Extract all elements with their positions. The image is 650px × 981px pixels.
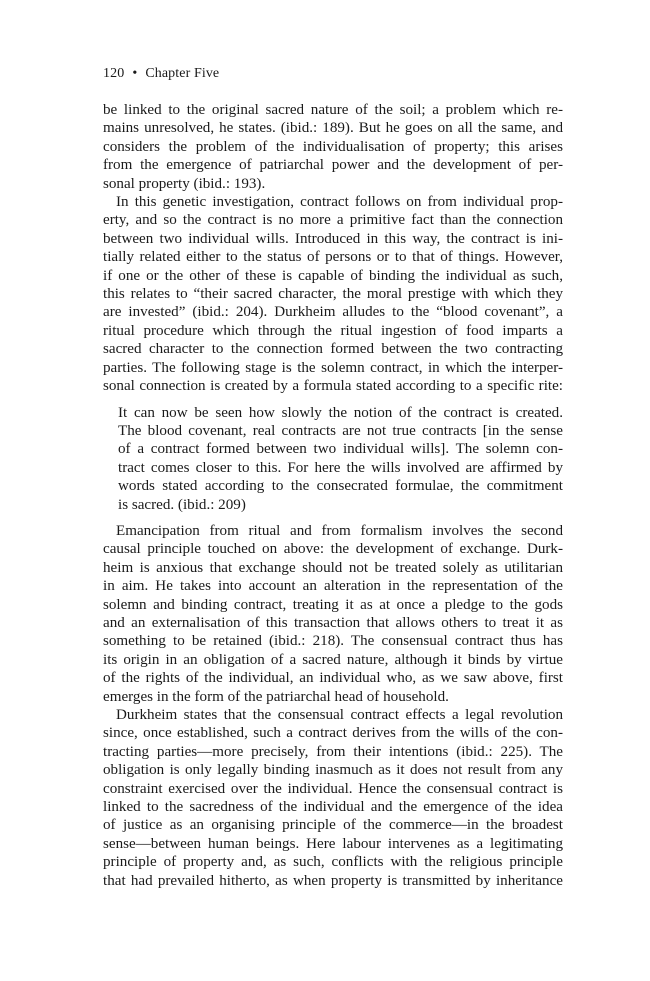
quote-line: words stated according to the consecrated formulae, the commitment — [118, 478, 563, 495]
text-line: sonal property (ibid.: 193). — [103, 175, 266, 192]
text-line: sacred character to the connection formed between the two contracting — [103, 341, 563, 358]
text-line: tracting parties—more precisely, from their intentions (ibid.: 225). The — [103, 743, 563, 760]
text-line: between two individual wills. Introduced in this way, the contract is ini- — [103, 230, 563, 247]
text-line: parties. The following stage is the solemn contract, in which the interper- — [103, 359, 563, 376]
quote-line: The blood covenant, real contracts are not true contracts [in the sense — [118, 422, 563, 439]
text-line: sense—between human beings. Here labour intervenes as a legitimating — [103, 835, 563, 852]
text-line: causal principle touched on above: the development of exchange. Durk- — [103, 541, 563, 558]
quote-line: is sacred. (ibid.: 209) — [118, 496, 246, 513]
text-line: solemn and binding contract, treating it as at once a pledge to the gods — [103, 596, 563, 613]
text-line: Durkheim states that the consensual contract effects a legal revolution — [116, 707, 563, 723]
text-line: in aim. He takes into account an alteration in the representation of the — [103, 578, 563, 595]
body-text — [103, 101, 563, 890]
text-line: its origin in an obligation of a sacred nature, although it binds by virtue — [103, 651, 563, 668]
paragraph-4-cont — [103, 724, 563, 890]
paragraph-3-cont — [103, 540, 563, 706]
text-line: erty, and so the contract is no more a primitive fact than the connection — [103, 212, 563, 229]
quote-line: of a contract formed between two individual wills]. The solemn con- — [118, 441, 563, 458]
text-line: sonal connection is created by a formula stated according to a specific rite: — [103, 378, 563, 395]
block-quote — [118, 404, 563, 514]
text-line: this relates to “their sacred character, the moral prestige with which they — [103, 286, 563, 303]
text-line: emerges in the form of the patriarchal head of household. — [103, 688, 449, 705]
separator-bullet: • — [132, 66, 138, 81]
text-line: heim is anxious that exchange should not be treated solely as utilitarian — [103, 559, 563, 576]
text-line: principle of property and, as such, conflicts with the religious principle — [103, 854, 563, 871]
text-line: that had prevailed hitherto, as when property is transmitted by inheritance — [103, 872, 563, 889]
text-line: obligation is only legally binding inasmuch as it does not result from any — [103, 762, 563, 779]
paragraph-1 — [103, 101, 563, 193]
chapter-title: Chapter Five — [145, 66, 220, 81]
text-line: if one or the other of these is capable of binding the individual as such, — [103, 267, 563, 284]
paragraph-2 — [103, 193, 563, 211]
quote-line: tract comes closer to this. For here the wills involved are affirmed by — [118, 459, 563, 476]
paragraph-2-cont — [103, 211, 563, 395]
text-line: are invested” (ibid.: 204). Durkheim alludes to the “blood covenant”, a — [103, 304, 563, 321]
quote-line: It can now be seen how slowly the notion of the contract is created. — [118, 404, 563, 421]
text-line: since, once established, such a contract derives from the wills of the con- — [103, 725, 563, 742]
text-line: of the rights of the individual, an individual who, as we saw above, first — [103, 670, 563, 687]
text-line: of justice as an organising principle of the commerce—in the broadest — [103, 817, 563, 834]
paragraph-4 — [103, 706, 563, 724]
text-line: tially related either to the status of persons or to that of things. However, — [103, 249, 563, 266]
running-head — [103, 66, 219, 82]
page-number: 120 — [103, 66, 125, 81]
text-line: considers the problem of the individualisation of property; this arises — [103, 138, 563, 155]
text-line: and an externalisation of this transaction that allows others to treat it as — [103, 614, 563, 631]
text-line: something to be retained (ibid.: 218). The consensual contract thus has — [103, 633, 563, 650]
text-line: constraint exercised over the individual. Hence the consensual contract is — [103, 780, 563, 797]
paragraph-3 — [103, 522, 563, 540]
text-line: mains unresolved, he states. (ibid.: 189). But he goes on all the same, and — [103, 120, 563, 137]
text-line: linked to the sacredness of the individual and the emergence of the idea — [103, 799, 563, 816]
text-line: be linked to the original sacred nature of the soil; a problem which re- — [103, 102, 563, 118]
text-line: from the emergence of patriarchal power and the development of per- — [103, 157, 563, 174]
text-line: Emancipation from ritual and from formalism involves the second — [116, 522, 563, 539]
text-line: In this genetic investigation, contract follows on from individual prop- — [116, 194, 563, 211]
text-line: ritual procedure which through the ritual ingestion of food imparts a — [103, 322, 563, 339]
